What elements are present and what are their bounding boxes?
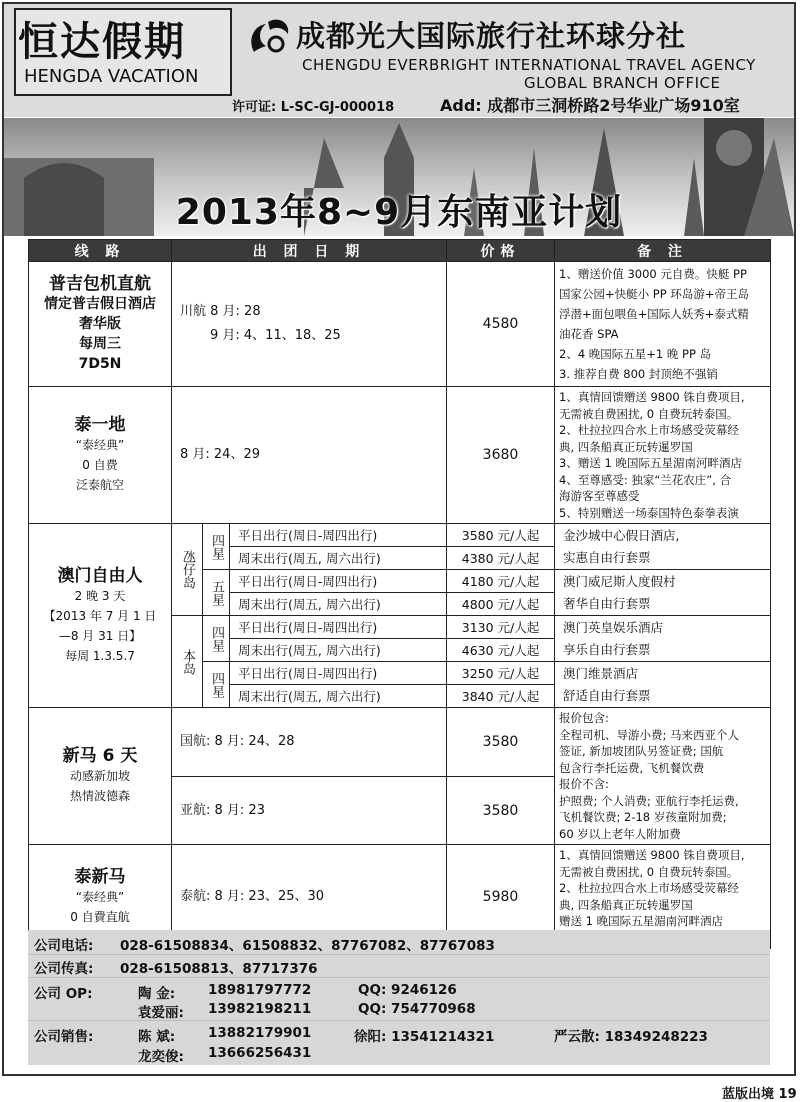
- hotel-name: 金沙城中心假日酒店,: [563, 527, 680, 543]
- macau-price: 3840 元/人起: [447, 685, 555, 708]
- agency-name: 成都光大国际旅行社环球分社: [296, 19, 687, 53]
- area-taipa: 氹仔岛: [172, 524, 203, 616]
- route-title: 新马 6 天: [62, 746, 138, 766]
- note-line: 典, 四条船真正玩转暹罗国: [559, 439, 693, 454]
- note-line: 全程司机、导游小费; 马来西亚个人: [559, 727, 740, 742]
- note-line: 油花香 SPA: [559, 327, 619, 341]
- star-4: 四星: [203, 524, 230, 570]
- route-subtitle: 每周三: [79, 336, 121, 352]
- op-name: 袁爱丽:: [138, 1005, 184, 1021]
- dates-thailand: 8 月: 24、29: [172, 387, 447, 524]
- note-line: 护照费; 个人消费; 亚航行李托运费,: [559, 793, 739, 808]
- weekend-trip: 周末出行(周五, 周六出行): [230, 547, 447, 570]
- header-price: 价格: [447, 240, 555, 262]
- star-5: 五星: [203, 570, 230, 616]
- header-notes: 备 注: [555, 240, 771, 262]
- address: Add: 成都市三洞桥路2号华业广场910室: [440, 96, 740, 115]
- op-phone: 13982198211: [208, 1001, 312, 1017]
- sales-phone: 13666256431: [208, 1045, 312, 1061]
- sales-phone: 13882179901: [208, 1025, 312, 1041]
- macau-hotel: [555, 662, 771, 708]
- route-thailand: [29, 387, 172, 524]
- date-line: 9 月: 4、11、18、25: [210, 328, 341, 343]
- note-line: 国家公园+快艇小 PP 环岛游+帝王岛: [559, 287, 749, 301]
- weekend-trip: 周末出行(周五, 周六出行): [230, 685, 447, 708]
- brand-subtitle: HENGDA VACATION: [24, 66, 199, 87]
- note-line: 无需被自费困扰, 0 自费玩转泰国。: [559, 864, 739, 879]
- route-subtitle: 【2013 年 7 月 1 日: [43, 608, 157, 623]
- weekday-trip: 平日出行(周日-周四出行): [230, 570, 447, 593]
- note-line: 海游客至尊感受: [559, 489, 640, 503]
- note-line: 2、杜拉拉四合水上市场感受荧幕经: [559, 423, 739, 437]
- note-line: 典, 四条船真正玩转暹罗国: [559, 897, 693, 912]
- note-line: 飞机餐饮费; 2-18 岁孩童附加费;: [559, 810, 727, 824]
- op-qq: QQ: 754770968: [358, 1001, 476, 1017]
- table-row: [29, 524, 771, 547]
- notes-phuket: [555, 262, 771, 387]
- note-line: 1、真情回馈赠送 9800 铢自费项目,: [559, 848, 745, 862]
- route-macau: [29, 524, 172, 708]
- sales-contact: 徐阳: 13541214321: [354, 1029, 495, 1045]
- macau-hotel: [555, 616, 771, 662]
- hotel-name: 澳门英皇娱乐酒店: [563, 619, 664, 635]
- header: [4, 4, 794, 117]
- route-subtitle: 情定普吉假日酒店: [44, 296, 156, 312]
- hotel-package: 奢华自由行套票: [563, 595, 651, 611]
- table-header-row: [29, 240, 771, 262]
- contact-section: [28, 930, 770, 1065]
- route-subtitle: 7D5N: [78, 356, 122, 372]
- note-line: 1、真情回馈赠送 9800 铢自费项目,: [559, 390, 745, 404]
- table-row: [29, 262, 771, 387]
- route-subtitle: —8 月 31 日】: [58, 628, 142, 643]
- route-subtitle: 0 自费: [82, 458, 118, 472]
- header-route: 线 路: [29, 240, 172, 262]
- star-4: 四星: [203, 616, 230, 662]
- price-sin-mal-2: 3580: [447, 777, 555, 845]
- note-line: 3、赠送 1 晚国际五星湄南河畔酒店: [559, 456, 742, 470]
- notes-sin-mal: [555, 708, 771, 845]
- route-title: 泰新马: [74, 866, 126, 887]
- macau-price: 4800 元/人起: [447, 593, 555, 616]
- note-line: 1、赠送价值 3000 元自费。快艇 PP: [559, 267, 747, 281]
- dates-sin-mal-1: 国航: 8 月: 24、28: [172, 708, 447, 777]
- price-thai-sin-mal: 5980: [447, 845, 555, 949]
- sales-name: 龙奕俊:: [138, 1049, 184, 1065]
- table-row: [29, 708, 771, 777]
- agency-branch-en: GLOBAL BRANCH OFFICE: [524, 74, 721, 92]
- plan-title: 2013年8~9月东南亚计划: [175, 192, 623, 233]
- agency-logo-icon: [244, 14, 294, 60]
- route-subtitle: “泰经典”: [75, 438, 125, 452]
- note-line: 5、特别赠送一场泰国特色泰拳表演: [559, 505, 739, 520]
- banner: [4, 118, 794, 236]
- route-subtitle: 0 自費直航: [70, 909, 130, 924]
- op-label: 公司 OP:: [34, 986, 93, 1002]
- fax-row: [28, 955, 770, 978]
- area-peninsula: 本岛: [172, 616, 203, 708]
- note-line: 无需被自费困扰, 0 自费玩转泰国。: [559, 406, 739, 421]
- note-line: 报价包含:: [559, 711, 609, 725]
- itinerary-table: [28, 239, 771, 949]
- route-subtitle: 动感新加坡: [69, 769, 130, 783]
- brand-title: 恒达假期: [18, 19, 186, 65]
- hotel-name: 澳门维景酒店: [563, 665, 639, 681]
- route-sin-mal: [29, 708, 172, 845]
- sales-contact: 严云散: 18349248223: [554, 1029, 708, 1045]
- hotel-package: 享乐自由行套票: [563, 641, 651, 657]
- dates-thai-sin-mal: 泰航: 8 月: 23、25、30: [172, 845, 447, 949]
- phone-numbers: 028-61508834、61508832、87767082、87767083: [120, 938, 495, 954]
- weekday-trip: 平日出行(周日-周四出行): [230, 616, 447, 639]
- route-subtitle: 热情波德森: [69, 789, 130, 803]
- route-title: 泰一地: [74, 415, 126, 435]
- hotel-package: 实惠自由行套票: [563, 549, 651, 565]
- table-row: [29, 387, 771, 524]
- sales-row: [28, 1021, 770, 1065]
- op-row: [28, 978, 770, 1021]
- route-subtitle: 泛泰航空: [75, 478, 124, 492]
- note-line: 浮潜+面包喂鱼+国际人妖秀+泰式精: [559, 307, 749, 321]
- phone-label: 公司电话:: [34, 938, 94, 954]
- hotel-name: 澳门威尼斯人度假村: [563, 573, 676, 589]
- note-line: 3. 推荐自费 800 封顶绝不强销: [559, 367, 718, 381]
- dates-sin-mal-2: 亚航: 8 月: 23: [172, 777, 447, 845]
- header-dates: 出 团 日 期: [172, 240, 447, 262]
- note-line: 2、杜拉拉四合水上市场感受荧幕经: [559, 881, 739, 895]
- price-sin-mal-1: 3580: [447, 708, 555, 777]
- macau-price: 4180 元/人起: [447, 570, 555, 593]
- price-phuket: 4580: [447, 262, 555, 387]
- op-phone: 18981797772: [208, 982, 312, 998]
- note-line: 2、4 晚国际五星+1 晚 PP 岛: [559, 347, 712, 361]
- macau-price: 3250 元/人起: [447, 662, 555, 685]
- macau-hotel: [555, 570, 771, 616]
- date-line: 川航 8 月: 28: [180, 304, 261, 319]
- macau-hotel: [555, 524, 771, 570]
- fax-label: 公司传真:: [34, 961, 94, 977]
- route-title: 澳门自由人: [57, 565, 143, 586]
- agency-name-en: CHENGDU EVERBRIGHT INTERNATIONAL TRAVEL AGENCY: [302, 56, 756, 74]
- star-4: 四星: [203, 662, 230, 708]
- route-subtitle: 奢华版: [79, 316, 121, 332]
- sales-label: 公司销售:: [34, 1029, 94, 1045]
- price-thailand: 3680: [447, 387, 555, 524]
- weekday-trip: 平日出行(周日-周四出行): [230, 524, 447, 547]
- weekday-trip: 平日出行(周日-周四出行): [230, 662, 447, 685]
- page-footer: 蓝版出境 19: [722, 1087, 797, 1102]
- fax-numbers: 028-61508813、87717376: [120, 961, 318, 977]
- route-subtitle: 每周 1.3.5.7: [65, 648, 135, 663]
- hotel-package: 舒适自由行套票: [563, 687, 651, 703]
- route-title: 普吉包机直航: [49, 274, 151, 294]
- route-subtitle: “泰经典”: [75, 889, 125, 904]
- macau-price: 3130 元/人起: [447, 616, 555, 639]
- note-line: 签证, 新加坡团队另签证费; 国航: [559, 744, 724, 758]
- notes-thailand: [555, 387, 771, 524]
- macau-price: 4630 元/人起: [447, 639, 555, 662]
- weekend-trip: 周末出行(周五, 周六出行): [230, 639, 447, 662]
- macau-price: 4380 元/人起: [447, 547, 555, 570]
- op-qq: QQ: 9246126: [358, 982, 457, 998]
- note-line: 赠送 1 晚国际五星湄南河畔酒店: [559, 914, 724, 928]
- note-line: 包含行李托运费, 飞机餐饮费: [559, 760, 705, 775]
- macau-price: 3580 元/人起: [447, 524, 555, 547]
- note-line: 4、至尊感受: 独家“兰花农庄”, 合: [559, 472, 732, 487]
- sales-name: 陈 斌:: [138, 1029, 176, 1045]
- note-line: 报价不含:: [559, 777, 609, 791]
- note-line: 60 岁以上老年人附加费: [559, 826, 681, 841]
- weekend-trip: 周末出行(周五, 周六出行): [230, 593, 447, 616]
- dates-phuket: [172, 262, 447, 387]
- op-name: 陶 金:: [138, 986, 176, 1002]
- license-number: 许可证: L-SC-GJ-000018: [232, 100, 395, 115]
- route-phuket: [29, 262, 172, 387]
- phone-row: [28, 930, 770, 955]
- route-subtitle: 2 晚 3 天: [74, 588, 126, 603]
